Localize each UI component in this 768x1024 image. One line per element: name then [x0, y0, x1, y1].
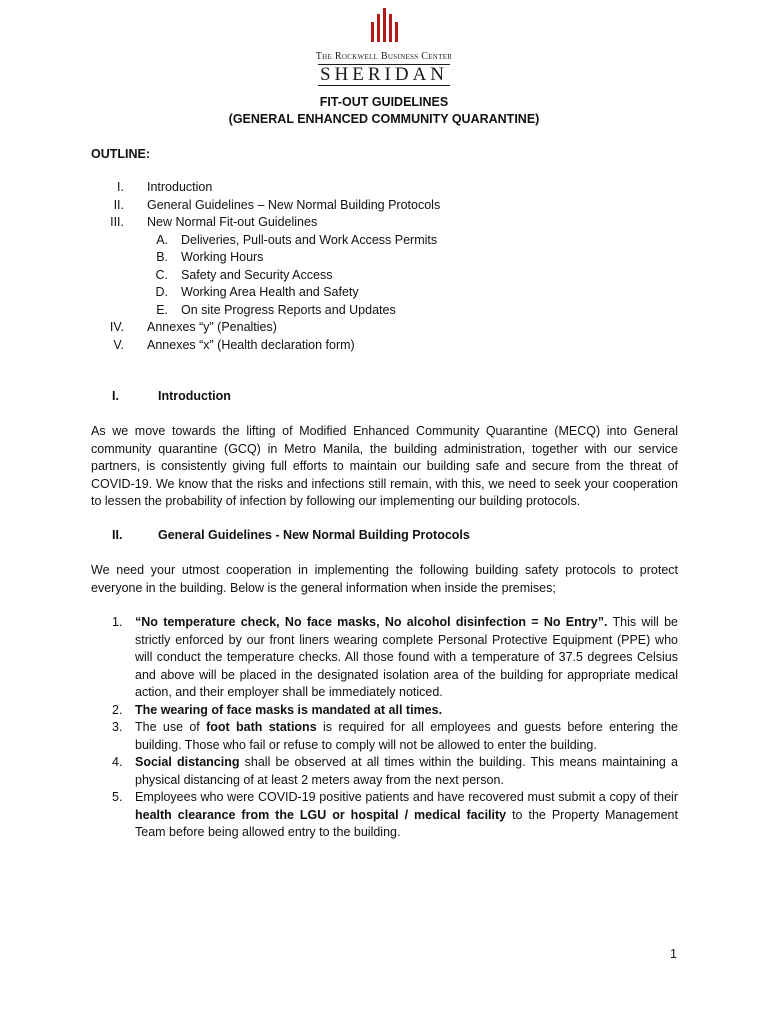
list-number: 2.	[112, 702, 123, 717]
outline-sub-item: Deliveries, Pull-outs and Work Access Permits	[181, 232, 438, 247]
company-logo	[0, 8, 768, 86]
section-body: As we move towards the lifting of Modified Enhanced Community Quarantine (MECQ) into General community quarantine (GCQ) in Metro Manila, the building administration, together with our service partners, is consistently giving full efforts to maintain our building safe and secure from the threat of COVID-19. We know that the risks and infections still remain, with this, we need to seek your cooperation to lessen the probability of infection by following our implementing our building protocols.	[91, 424, 678, 508]
list-item-text: The use of	[135, 720, 207, 734]
list-item-emphasis: foot bath stations	[206, 720, 317, 734]
outline-sub-num: D.	[155, 285, 168, 299]
list-item-text: This will be strictly enforced by our front liners wearing complete Personal Protective Equipment (PPE) who will conduct the temperature checks. All those found with a temperature of 37.5 degrees Celsius and above will be placed in the designated isolation area of the building for appropriate medical action, and their employer shall be immediately noticed.	[135, 615, 678, 699]
outline-heading: OUTLINE:	[91, 147, 151, 161]
outline-num: I.	[117, 180, 124, 194]
document-subtitle: (GENERAL ENHANCED COMMUNITY QUARANTINE)	[228, 112, 540, 126]
section-heading: Introduction	[158, 389, 231, 403]
outline-sub-item: On site Progress Reports and Updates	[181, 302, 396, 317]
outline-num: V.	[113, 337, 124, 352]
list-item-text: to the Property Management Team before being allowed entry to the building.	[135, 807, 678, 839]
outline-sub-num: E.	[156, 302, 168, 317]
list-item-emphasis: “No temperature check, No face masks, No alcohol disinfection = No Entry”.	[135, 615, 608, 629]
list-item-emphasis: Social distancing	[135, 755, 240, 769]
list-item	[135, 614, 678, 702]
list-item-text: Employees who were COVID-19 positive patients and have recovered must submit a copy of their	[135, 790, 678, 804]
outline-sub-item: Working Area Health and Safety	[181, 285, 359, 299]
outline-num: III.	[110, 215, 124, 229]
list-item-text: shall be observed at all times within the building. This means maintaining a physical distancing of at least 2 meters away from the next person.	[135, 755, 678, 787]
outline-sub-item: Safety and Security Access	[181, 267, 333, 282]
outline-sub-num: C.	[155, 267, 168, 282]
list-item	[135, 719, 678, 754]
outline-item: Annexes “y” (Penalties)	[147, 320, 277, 334]
list-item-emphasis: The wearing of face masks is mandated at all times.	[135, 702, 443, 717]
list-item	[135, 789, 678, 842]
section-number: I.	[112, 389, 119, 403]
list-item-emphasis: health clearance from the LGU or hospital / medical facility	[135, 807, 507, 822]
list-item	[135, 702, 678, 720]
logo-building-name: SHERIDAN	[319, 64, 449, 85]
list-number: 3.	[112, 720, 123, 734]
outline-item: General Guidelines – New Normal Building Protocols	[147, 197, 441, 212]
list-item-text: is required for all employees and guests before entering the building. Those who fail or refuse to comply will not be allowed to enter the building.	[135, 720, 678, 752]
outline-item: Introduction	[147, 180, 213, 194]
outline-num: II.	[113, 197, 124, 212]
logo-company-name: The Rockwell Business Center	[315, 51, 453, 62]
outline-sub-item: Working Hours	[181, 250, 264, 264]
logo-mark-icon	[371, 8, 398, 42]
outline-num: IV.	[109, 320, 124, 334]
section-heading: General Guidelines - New Normal Building Protocols	[158, 528, 470, 542]
outline-item: Annexes “x” (Health declaration form)	[147, 337, 355, 352]
outline-sub-num: A.	[156, 232, 168, 247]
page-number: 1	[670, 947, 677, 961]
section-body: We need your utmost cooperation in implementing the following building safety protocols to protect everyone in the building. Below is the general information when inside the premises;	[91, 563, 678, 595]
section-number: II.	[112, 528, 123, 542]
list-number: 4.	[112, 755, 123, 769]
list-item	[135, 754, 678, 789]
list-number: 5.	[112, 790, 123, 804]
outline-sub-num: B.	[156, 250, 168, 264]
list-number: 1.	[112, 615, 123, 629]
outline-item: New Normal Fit-out Guidelines	[147, 215, 318, 229]
document-title: FIT-OUT GUIDELINES	[319, 95, 449, 109]
